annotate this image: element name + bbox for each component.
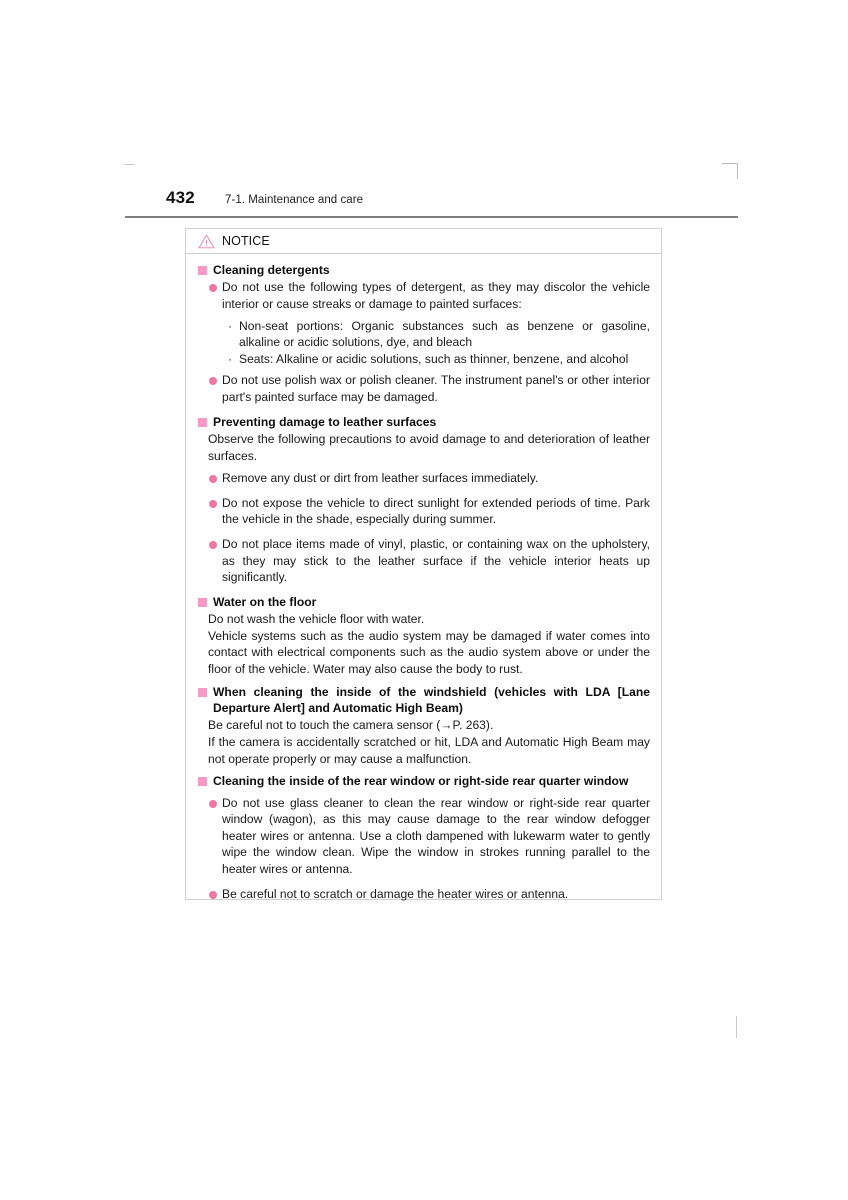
notice-sub-bullet bbox=[197, 351, 650, 368]
notice-bullet-text: Do not use the following types of detergent, as they may discolor the vehicle interior or cause streaks or damage to painted surfaces: bbox=[222, 280, 650, 311]
notice-paragraph: Be careful not to touch the camera sensor (→P. 263). bbox=[208, 718, 494, 733]
notice-paragraph: If the camera is accidentally scratched or hit, LDA and Automatic High Beam may not operate properly or may cause a malfunction. bbox=[208, 734, 650, 766]
square-marker-icon bbox=[198, 418, 207, 427]
block-heading bbox=[197, 414, 650, 430]
bullet-dot-icon bbox=[209, 800, 217, 808]
bullet-dot-icon bbox=[209, 500, 217, 508]
block-heading-text: When cleaning the inside of the windshield (vehicles with LDA [Lane Departure Alert] and Automatic High Beam) bbox=[213, 684, 650, 715]
bullet-dot-icon bbox=[209, 377, 217, 385]
bullet-dot-icon bbox=[209, 475, 217, 483]
notice-bullet bbox=[197, 372, 650, 405]
notice-block-cleaning-rear-window bbox=[197, 773, 650, 903]
square-marker-icon bbox=[198, 777, 207, 786]
notice-block-cleaning-detergents bbox=[197, 262, 650, 406]
square-marker-icon bbox=[198, 266, 207, 275]
block-heading-text: Water on the floor bbox=[213, 594, 317, 609]
square-marker-icon bbox=[198, 598, 207, 607]
block-heading bbox=[197, 773, 650, 789]
bullet-dot-icon bbox=[209, 284, 217, 292]
header-divider bbox=[125, 216, 738, 218]
notice-bullet-text: Do not use glass cleaner to clean the rear window or right-side rear quarter window (wagon), as this may cause damage to the rear window defogger heater wires or antenna. Use a cloth dampened with lukewarm water to gently wipe the window clean. Wipe the window in strokes running parallel to the heater wires or antenna. bbox=[222, 795, 650, 876]
notice-paragraph: Observe the following precautions to avoid damage to and deterioration of leather surfaces. bbox=[208, 431, 650, 463]
notice-paragraph: Vehicle systems such as the audio system may be damaged if water comes into contact with electrical components such as the audio system above or under the floor of the vehicle. Water may also cause the body to rust. bbox=[208, 628, 650, 676]
notice-bullet-text: Do not place items made of vinyl, plastic, or containing wax on the upholstery, as they may stick to the leather surface if the vehicle interior heats up significantly. bbox=[222, 536, 650, 585]
notice-label: NOTICE bbox=[222, 234, 270, 248]
notice-block-cleaning-windshield-inside bbox=[197, 684, 650, 768]
notice-bullet bbox=[197, 279, 650, 312]
section-title: 7-1. Maintenance and care bbox=[225, 194, 364, 206]
notice-sub-bullet-text: Seats: Alkaline or acidic solutions, such as thinner, benzene, and alcohol bbox=[239, 351, 629, 366]
block-heading-text: Cleaning the inside of the rear window or right-side rear quarter window bbox=[213, 774, 629, 789]
notice-bullet bbox=[197, 536, 650, 586]
notice-block-preventing-damage-leather bbox=[197, 414, 650, 586]
notice-body bbox=[186, 254, 661, 913]
notice-bullet bbox=[197, 886, 650, 903]
notice-paragraph: Do not wash the vehicle floor with water. bbox=[208, 612, 425, 627]
notice-sub-bullet bbox=[197, 318, 650, 351]
block-heading-text: Cleaning detergents bbox=[213, 263, 330, 277]
block-heading bbox=[197, 262, 650, 278]
block-heading-text: Preventing damage to leather surfaces bbox=[213, 414, 437, 429]
crop-mark-top-right bbox=[722, 163, 738, 179]
bullet-dot-icon bbox=[209, 541, 217, 549]
square-marker-icon bbox=[198, 688, 207, 697]
page-number: 432 bbox=[166, 188, 195, 207]
notice-block-water-on-the-floor bbox=[197, 594, 650, 678]
notice-bullet-text: Be careful not to scratch or damage the heater wires or antenna. bbox=[222, 887, 569, 902]
notice-bullet bbox=[197, 495, 650, 528]
middot-icon: · bbox=[228, 318, 233, 333]
warning-triangle-icon bbox=[198, 234, 215, 249]
block-heading bbox=[197, 594, 650, 610]
notice-sub-bullet-text: Non-seat portions: Organic substances such as benzene or gasoline, alkaline or acidic solutions, dye, and bleach bbox=[239, 318, 650, 350]
notice-box bbox=[185, 228, 662, 900]
middot-icon: · bbox=[228, 351, 233, 366]
block-heading bbox=[197, 684, 650, 717]
running-head bbox=[125, 188, 738, 214]
notice-bullet bbox=[197, 470, 650, 487]
bullet-dot-icon bbox=[209, 891, 217, 899]
notice-bullet-text: Do not use polish wax or polish cleaner. The instrument panel's or other interior part's painted surface may be damaged. bbox=[222, 373, 650, 404]
notice-bullet-text: Remove any dust or dirt from leather surfaces immediately. bbox=[222, 471, 539, 486]
notice-header bbox=[186, 229, 661, 254]
notice-bullet-text: Do not expose the vehicle to direct sunlight for extended periods of time. Park the vehicle in the shade, especially during summer. bbox=[222, 495, 650, 527]
crop-mark-bottom-right bbox=[736, 1016, 737, 1038]
notice-bullet bbox=[197, 795, 650, 878]
crop-mark-top-left bbox=[124, 164, 135, 165]
